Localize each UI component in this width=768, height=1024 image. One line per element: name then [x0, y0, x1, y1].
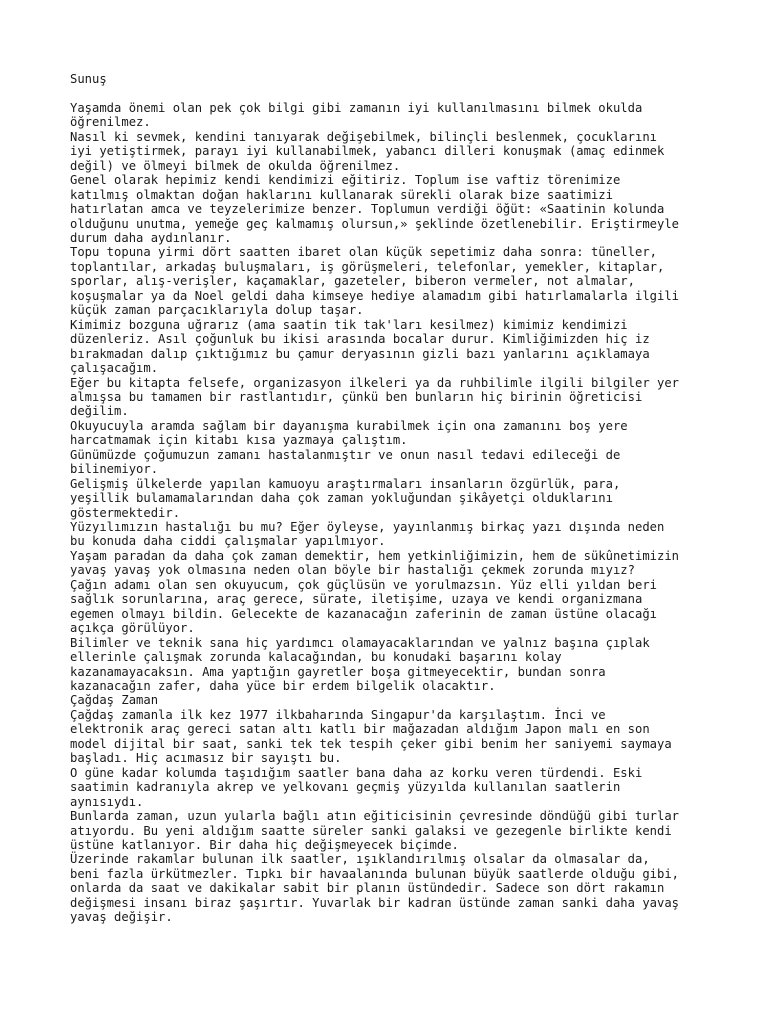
document-title: Sunuş — [70, 72, 107, 86]
text-line: Günümüzde çoğumuzun zamanı hastalanmıştır ve onun nasıl tedavi edileceği de — [70, 447, 621, 462]
text-line: yavaş yavaş yok olmasına neden olan böyle bir hastalığı çekmek zorunda mıyız? — [70, 563, 635, 578]
text-line: Kimimiz bozguna uğrarız (ama saatin tik tak'ları kesilmez) kimimiz kendimizi — [70, 317, 628, 332]
text-line: Çağdaş zamanla ilk kez 1977 ilkbaharında Singapur'da karşılaştım. İnci ve — [70, 707, 606, 722]
text-line: saatimin kadranıyla akrep ve yelkovanı geçmiş yüzyılda kullanılan saatlerin — [70, 780, 621, 795]
text-line: model dijital bir saat, sanki tek tek tespih çeker gibi benim her saniyemi saymaya — [70, 736, 672, 751]
text-line: Çağın adamı olan sen okuyucum, çok güçlüsün ve yorulmazsın. Yüz elli yıldan beri — [70, 577, 657, 592]
text-line: Okuyucuyla aramda sağlam bir dayanışma kurabilmek için ona zamanını boş yere — [70, 418, 628, 433]
text-line: egemen olmayı bildin. Gelecekte de kazanacağın zaferinin de zaman üstüne olacağı — [70, 606, 657, 621]
text-line: koşuşmalar ya da Noel geldi daha kimseye hediye alamadım gibi hatırlamalarla ilgili — [70, 288, 680, 303]
text-line: Yaşam paradan da daha çok zaman demektir, hem yetkinliğimizin, hem de sükûnetimizin — [70, 548, 680, 563]
text-line: hatırlatan amca ve teyzelerimize benzer. Toplumun verdiği öğüt: «Saatinin kolunda — [70, 202, 665, 217]
text-line: değil) ve ölmeyi bilmek de okulda öğrenilmez. — [70, 158, 401, 173]
document-page — [70, 72, 710, 925]
text-line: harcatmamak için kitabı kısa yazmaya çalıştım. — [70, 433, 408, 448]
text-line: öğrenilmez. — [70, 115, 151, 130]
text-line: olduğunu unutma, yemeğe geç kalmamış olursun,» şeklinde özetlenebilir. Eriştirmeyle — [70, 216, 680, 231]
text-line: Üzerinde rakamlar bulunan ilk saatler, ışıklandırılmış olsalar da olmasalar da, — [70, 852, 650, 867]
text-line: Bilimler ve teknik sana hiç yardımcı olamayacaklarından ve yalnız başına çıplak — [70, 635, 650, 650]
text-line: onlarda da saat ve dakikalar sabit bir planın üstündedir. Sadece son dört rakamın — [70, 881, 665, 896]
text-line: sporlar, alış-verişler, kaçamaklar, gazeteler, biberon vermeler, not almalar, — [70, 274, 635, 289]
text-line: üstüne katlanıyor. Bir daha hiç değişmeyecek biçimde. — [70, 838, 459, 852]
text-line: değişmesi insanı biraz şaşırtır. Yuvarlak bir kadran üstünde zaman sanki daha yavaş — [70, 895, 680, 910]
text-line: O güne kadar kolumda taşıdığım saatler bana daha az korku veren türdendi. Eski — [70, 765, 643, 780]
text-line: bilinemiyor. — [70, 462, 159, 477]
text-line: küçük zaman parçacıklarıyla dolup taşar. — [70, 303, 364, 318]
text-line: çalışacağım. — [70, 361, 159, 376]
text-line: elektronik araç gereci satan altı katlı bir mağazadan aldığım Japon malı en son — [70, 722, 650, 737]
text-line: ellerinle çalışmak zorunda kalacağından, bu konudaki başarını kolay — [70, 650, 562, 665]
text-line: Genel olarak hepimiz kendi kendimizi eğitiriz. Toplum ise vaftiz törenimize — [70, 173, 621, 188]
text-line: Bunlarda zaman, uzun yularla bağlı atın eğiticisinin çevresinde döndüğü gibi turlar — [70, 809, 680, 824]
text-line: katılmış olmaktan doğan haklarını kullanarak sürekli olarak bize saatimizi — [70, 187, 613, 202]
text-line: göstermektedir. — [70, 505, 181, 520]
text-line: Topu topuna yirmi dört saatten ibaret olan küçük sepetimiz daha sonra: tüneller, — [70, 245, 657, 260]
text-line: Nasıl ki sevmek, kendini tanıyarak değişebilmek, bilinçli beslenmek, çocuklarını — [70, 129, 657, 144]
text-line: beni fazla ürkütmezler. Tıpkı bir havaalanında bulunan büyük saatlerde olduğu gibi, — [70, 866, 680, 881]
text-line: başladı. Hiç acımasız bir sayıştı bu. — [70, 751, 342, 766]
text-line: aynısıydı. — [70, 794, 144, 809]
text-line: değilim. — [70, 404, 129, 419]
text-line: Eğer bu kitapta felsefe, organizasyon ilkeleri ya da ruhbilimle ilgili bilgiler yer — [70, 375, 680, 390]
text-line: kazanacağın zafer, daha yüce bir erdem bilgelik olacaktır. — [70, 679, 496, 694]
text-line: Yüzyılımızın hastalığı bu mu? Eğer öyleyse, yayınlanmış birkaç yazı dışında neden — [70, 520, 665, 535]
text-line: bırakmadan dalıp çıktığımız bu çamur deryasının gizli bazı yanlarını açıklamaya — [70, 346, 650, 361]
text-line: bu konuda daha ciddi çalışmalar yapılmıyor. — [70, 534, 386, 549]
text-line: atıyordu. Bu yeni aldığım saatte süreler sanki galaksi ve gezegenle birlikte kendi — [70, 823, 672, 838]
text-line: Çağdaş Zaman — [70, 693, 159, 708]
text-line: iyi yetiştirmek, parayı iyi kullanabilmek, yabancı dilleri konuşmak (amaç edinmek — [70, 144, 665, 159]
text-line: yeşillik bulamamalarından daha çok zaman yokluğundan şikâyetçi olduklarını — [70, 491, 613, 506]
text-line: yavaş değişir. — [70, 910, 173, 925]
text-line: toplantılar, arkadaş buluşmaları, iş görüşmeleri, telefonlar, yemekler, kitaplar, — [70, 259, 665, 274]
text-line: Yaşamda önemi olan pek çok bilgi gibi zamanın iyi kullanılmasını bilmek okulda — [70, 100, 643, 115]
text-line: sağlık sorunlarına, araç gerece, sürate, iletişime, uzaya ve kendi organizmana — [70, 592, 643, 607]
text-line: durum daha aydınlanır. — [70, 230, 232, 245]
text-line: Gelişmiş ülkelerde yapılan kamuoyu araştırmaları insanların özgürlük, para, — [70, 476, 621, 491]
document-body — [70, 101, 710, 925]
text-line: kazanamayacaksın. Ama yaptığın gayretler boşa gitmeyecektir, bundan sonra — [70, 664, 606, 679]
text-line: açıkça görülüyor. — [70, 621, 195, 636]
text-line: düzenleriz. Asıl çoğunluk bu ikisi arasında bocalar durur. Kimliğimizden hiç iz — [70, 332, 650, 347]
text-line: almışsa bu tamamen bir rastlantıdır, çünkü ben bunların hiç birinin öğreticisi — [70, 389, 643, 404]
